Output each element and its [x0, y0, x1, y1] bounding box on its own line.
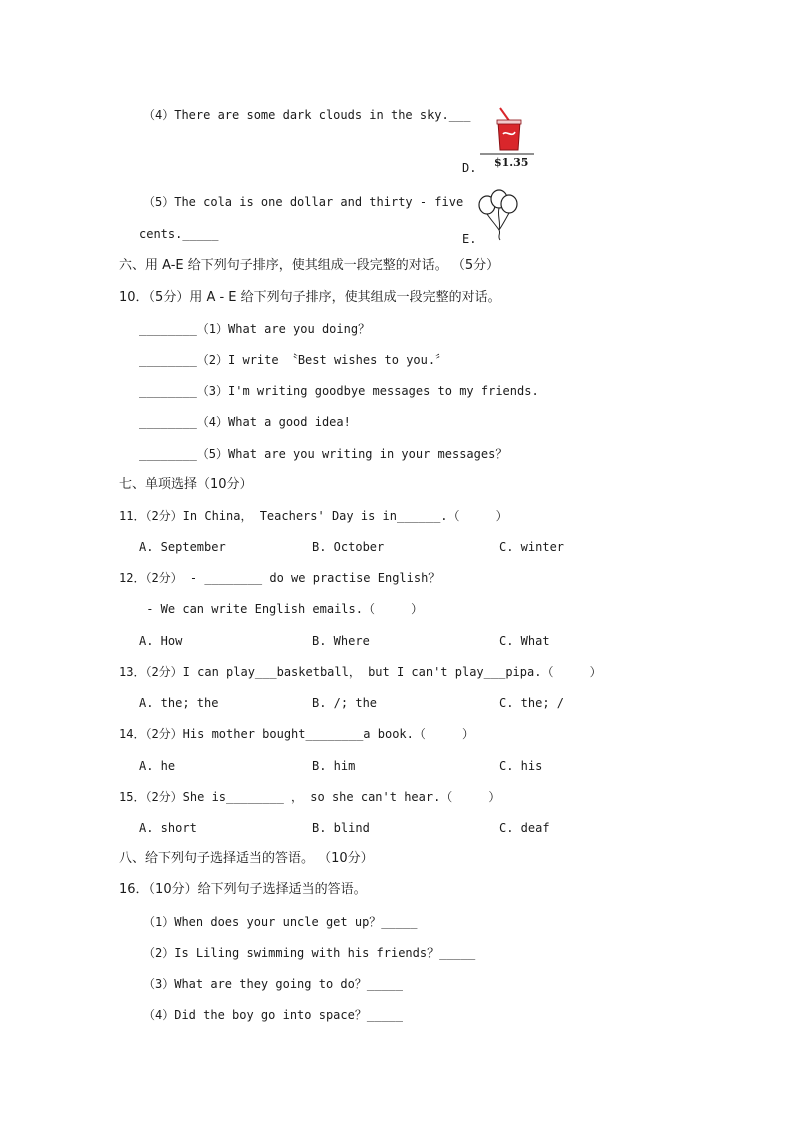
q14-option-c: C. his: [499, 759, 543, 773]
q15-option-c: C. deaf: [499, 821, 550, 835]
q15-option-a: A. short: [139, 821, 197, 835]
q13-option-a: A. the; the: [139, 696, 219, 710]
q14-option-a: A. he: [139, 759, 176, 773]
q12-option-c: C. What: [499, 634, 550, 648]
q10-item-2: ________（2）I write 〝Best wishes to you.〞: [139, 353, 448, 367]
section6-heading: 六、用 A-E 给下列句子排序，使其组成一段完整的对话。 （5分）: [119, 258, 500, 273]
q5-item-4: （4）There are some dark clouds in the sky.___: [143, 108, 471, 122]
q12-stem: 12．（2分） - ________ do we practise English？: [119, 571, 441, 585]
q13-option-c: C. the; /: [499, 696, 565, 710]
q16-item-4: （4）Did the boy go into space？_____: [143, 1008, 403, 1022]
price-label: $1.35: [494, 156, 529, 169]
q12-stem-2: - We can write English emails.（ ）: [139, 602, 424, 616]
q10-item-1: ________（1）What are you doing？: [139, 322, 371, 336]
section8-heading: 八、给下列句子选择适当的答语。 （10分）: [119, 851, 374, 866]
q14-option-b: B. him: [312, 759, 356, 773]
q15-stem: 15．（2分）She is________ ， so she can't hear.（ ）: [119, 790, 501, 804]
pic-d-label: D.: [462, 161, 477, 175]
q11-option-b: B. October: [312, 540, 385, 554]
q15-option-b: B. blind: [312, 821, 370, 835]
q13-stem: 13．（2分）I can play___basketball， but I can't play___pipa.（ ）: [119, 665, 602, 679]
q16-item-1: （1）When does your uncle get up？_____: [143, 915, 418, 929]
q5-item-5-line1: （5）The cola is one dollar and thirty - five: [143, 195, 464, 209]
q16-item-3: （3）What are they going to do？_____: [143, 977, 403, 991]
q10-item-5: ________（5）What are you writing in your messages？: [139, 447, 508, 461]
q11-option-a: A. September: [139, 540, 226, 554]
q10-item-4: ________（4）What a good idea!: [139, 415, 351, 429]
q12-option-a: A. How: [139, 634, 183, 648]
q14-stem: 14．（2分）His mother bought________a book.（ ）: [119, 727, 474, 741]
q10-title: 10．（5分）用 A - E 给下列句子排序，使其组成一段完整的对话。: [119, 290, 501, 305]
q12-option-b: B. Where: [312, 634, 370, 648]
q10-item-3: ________（3）I'm writing goodbye messages to my friends.: [139, 384, 539, 398]
q16-item-2: （2）Is Liling swimming with his friends？_____: [143, 946, 476, 960]
q13-option-b: B. /; the: [312, 696, 378, 710]
q5-item-5-line2: cents._____: [139, 227, 219, 241]
section7-heading: 七、单项选择（10分）: [119, 477, 253, 492]
cola-cup-icon: [478, 104, 536, 160]
q11-stem: 11．（2分）In China， Teachers' Day is in______.（ ）: [119, 509, 508, 523]
q16-title: 16．（10分）给下列句子选择适当的答语。: [119, 882, 367, 897]
q11-option-c: C. winter: [499, 540, 565, 554]
balloons-icon: [475, 186, 523, 242]
pic-e-label: E.: [462, 232, 477, 246]
